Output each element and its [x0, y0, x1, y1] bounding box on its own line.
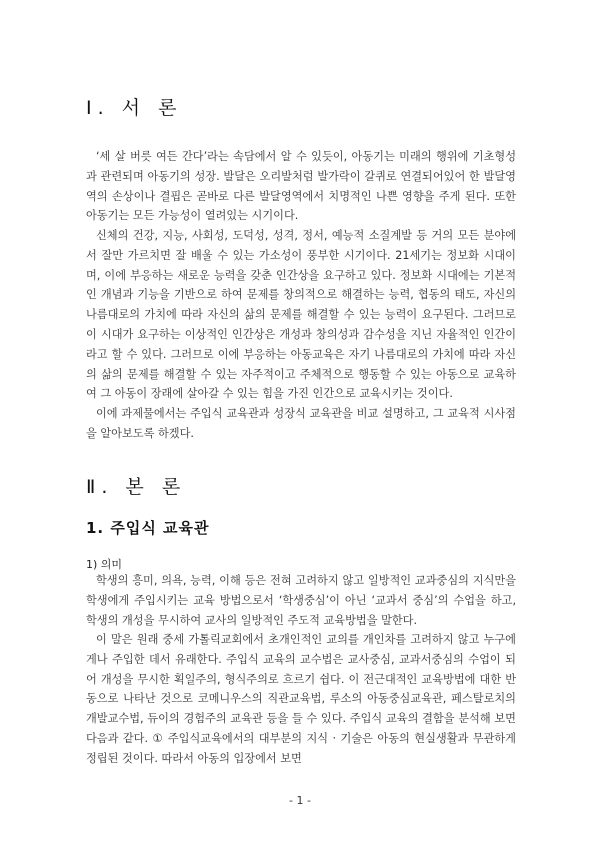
body-paragraph-2: 이 말은 원래 중세 가톨릭교회에서 초개인적인 교의를 개인차를 고려하지 않고 누구에게나 주입한 데서 유래한다. 주입식 교육의 교수법은 교사중심, 교과서중심의 수업이 되어 개성을 무시한 획일주의, 형식주의로 흐르기 쉽다. 이 전근대적인 교육방법에 대한 반동으로 나타난 것으로 코메니우스의 직관교육법, 루소의 아동중심교육관, 페스탈로치의 개발교수법, 듀이의 경험주의 교육관 등을 들 수 있다. 주입식 교육의 결함을 분석해 보면 다음과 같다. ① 주입식교육에서의 대부분의 지식 · 기술은 아동의 현실생활과 무관하게 정립된 것이다. 따라서 아동의 입장에서 보면 [86, 633, 516, 765]
body-paragraph-1: 학생의 흥미, 의욕, 능력, 이해 등은 전혀 고려하지 않고 일방적인 교과중심의 지식만을 학생에게 주입시키는 교육 방법으로서 ‘학생중심’이 아닌 ‘교과서 중심’의 수업을 하고, 학생의 개성을 무시하여 교사의 일방적인 주도적 교육방법을 말한다. [86, 574, 516, 627]
subsubsection-heading: 1) 의미 [86, 558, 123, 571]
section-heading-body: Ⅱ. 본 론 [86, 476, 187, 498]
subsection-heading: 1. 주입식 교육관 [86, 519, 210, 537]
intro-paragraph-2: 신체의 건강, 지능, 사회성, 도덕성, 성격, 정서, 예능적 소질계발 등 거의 모든 분야에서 잘만 가르치면 잘 배울 수 있는 가소성이 풍부한 시기이다. 21세기는 정보화 시대이며, 이에 부응하는 새로운 능력을 갖춘 인간상을 요구하고 있다. 정보화 시대에는 기본적인 개념과 기능을 기반으로 하여 문제를 창의적으로 해결하는 능력, 협동의 태도, 자신의 나름대로의 가치에 따라 자신의 삶의 문제를 해결할 수 있는 능력이 요구된다. 그러므로 이 시대가 요구하는 이상적인 인간상은 개성과 창의성과 감수성을 지닌 자율적인 인간이라고 할 수 있다. 그러므로 이에 부응하는 아동교육은 자기 나름대로의 가치에 따라 자신의 삶의 문제를 해결할 수 있는 자주적이고 주체적으로 행동할 수 있는 아동으로 교육하여 그 아동이 장래에 살아갈 수 있는 힘을 가진 인간으로 교육시키는 것이다. [86, 229, 516, 401]
intro-paragraph-1: ‘세 살 버릇 여든 간다’라는 속담에서 알 수 있듯이, 아동기는 미래의 행위에 기초형성과 관련되며 아동기의 성장. 발달은 오리발처럼 발가락이 갈퀴로 연결되어있어 한 발달영역의 손상이나 결핍은 곧바로 다른 발달영역에서 치명적인 나쁜 영향을 주게 된다. 또한 아동기는 모든 가능성이 열려있는 시기이다. [86, 150, 516, 223]
intro-paragraph-3: 이에 과제물에서는 주입식 교육관과 성장식 교육관을 비교 설명하고, 그 교육적 시사점을 알아보도록 하겠다. [86, 407, 516, 440]
page-number: - 1 - [289, 794, 311, 807]
section-heading-introduction: Ⅰ. 서 론 [86, 97, 183, 119]
